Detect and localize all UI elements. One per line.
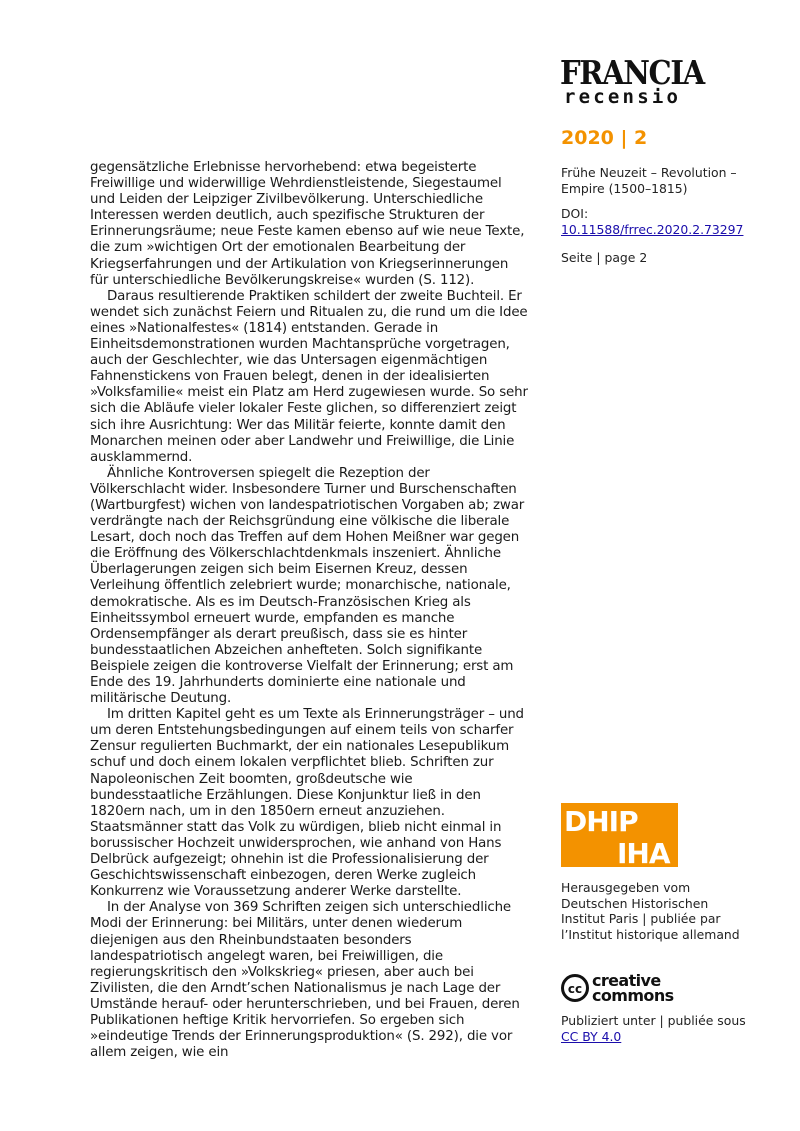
dhip-logo-text: DHIP [564,805,638,838]
dhip-iha-logo [561,803,678,867]
dhip-iha-logo-graphic [561,803,678,867]
iha-logo-text: IHA [617,837,670,867]
publisher-text: Herausgegeben vom Deutschen Historischen Institut Paris | publiée par l’Institut historique allemand [561,880,740,942]
cc-creative-text: creative [592,972,661,990]
paragraph: Daraus resultierende Praktiken schildert der zweite Buchteil. Er wendet sich zunächst Feiern und Ritualen zu, die rund um die Idee eines »Nationalfestes« (1814) entstanden. Gerade in Einheitsdemonstrationen wurden Machtansprüche vorgetragen, auch der Geschlechter, wie das Untersagen eigenmächtigen Fahnenstickens von Frauen belegt, denen in der idealisierten »Volksfamilie« meist ein Platz am Herd zugewiesen wurde. So sehr sich die Abläufe vieler lokaler Feste glichen, so differenziert zeigt sich ihre Ausrichtung: Wer das Militär feierte, konnte damit den Monarchen meinen oder aber Landwehr und Freiwillige, die Linie ausklammernd. [90,288,528,465]
doi-link[interactable]: 10.11588/frrec.2020.2.73297 [561,221,744,237]
logo-francia-text: FRANCIA [560,53,704,92]
paragraph: gegensätzliche Erlebnisse hervorhebend: etwa begeisterte Freiwillige und widerwillige Wehrdienstleistende, Siegestaumel und Leiden der Leipziger Zivilbevölkerung. Unterschiedliche Interessen werden deutlich, auch spezifische Strukturen der Erinnerungsräume; neue Feste kamen ebenso auf wie neue Texte, die zum »wichtigen Ort der emotionalen Bearbeitung der Kriegserfahrungen und der Artikulation von Kriegserinnerungen für unterschiedliche Bevölkerungskreise« wurden (S. 112). [90,160,525,288]
section-label: Frühe Neuzeit – Revolution – Empire (1500–1815) [561,165,737,196]
license-block [561,1013,751,1044]
paragraph: Ähnliche Kontroversen spiegelt die Rezeption der Völkerschlacht wider. Insbesondere Turner und Burschenschaften (Wartburgfest) wichen von landespatriotischen Vorgaben ab; zwar verdrängte nach der Reichsgründung eine völkische die liberale Lesart, doch noch das Treffen auf dem Hohen Meißner war gegen die Eröffnung des Völkerschlachtdenkmals inszeniert. Ähnliche Überlagerungen zeigen sich beim Eisernen Kreuz, dessen Verleihung öffentlich zelebriert wurde; monarchische, nationale, demokratische. Als es im Deutsch-Französischen Krieg als Einheitssymbol erneuert wurde, empfanden es manche Ordensempfänger als derart preußisch, dass sie es hinter bundesstaatlichen Abzeichen anhefteten. Solch signifikante Beispiele zeigen die kontroverse Vielfalt der Erinnerung; erst am Ende des 19. Jahrhunderts dominierte eine nationale und militärische Deutung. [90,465,525,707]
license-text: Publiziert unter | publiée sous [561,1013,746,1028]
page-label: Seite | page 2 [561,250,648,265]
cc-symbol-text: cc [567,982,583,996]
license-link[interactable]: CC BY 4.0 [561,1028,622,1044]
article-body [90,160,528,1061]
doi-block [561,206,751,237]
creative-commons-logo [561,972,691,1004]
issue-number: 2020 | 2 [561,127,648,149]
creative-commons-logo-graphic [561,972,691,1004]
paragraph: In der Analyse von 369 Schriften zeigen sich unterschiedliche Modi der Erinnerung: bei Militärs, unter denen wiederum diejenigen aus den Rheinbundstaaten besonders landespatriotisch angelegt waren, bei Freiwilligen, die regierungskritisch den »Volkskrieg« priesen, aber auch bei Zivilisten, die den Arndt’schen Nationalismus je nach Lage der Umstände herauf- oder herunterschrieben, und bei Frauen, deren Publikationen heftige Kritik hervorriefen. So ergeben sich »eindeutige Trends der Erinnerungsproduktion« (S. 292), die vor allem zeigen, wie ein [90,900,520,1061]
cc-commons-text: commons [592,986,674,1004]
paragraph: Im dritten Kapitel geht es um Texte als Erinnerungsträger – und um deren Entstehungsbedingungen auf einem teils von scharfer Zensur regulierten Buchmarkt, der ein nationales Lesepublikum schuf und doch einem lokalen verpflichtet blieb. Schriften zur Napoleonischen Zeit boomten, großdeutsche wie bundesstaatliche Erzählungen. Diese Konjunktur ließ in den 1820ern nach, um in den 1850ern erneut anzuziehen. Staatsmänner statt das Volk zu würdigen, blieb nicht einmal in borussischer Hochzeit unwidersprochen, wie anhand von Hans Delbrück aufgezeigt; ohnehin ist die Professionalisierung der Geschichtswissenschaft einbezogen, deren Werke zugleich Konkurrenz wie Voraussetzung anderer Werke darstellte. [90,707,524,900]
logo-recensio-text: recensio [564,86,682,108]
francia-recensio-logo [560,53,720,108]
doi-label: DOI: [561,206,589,221]
